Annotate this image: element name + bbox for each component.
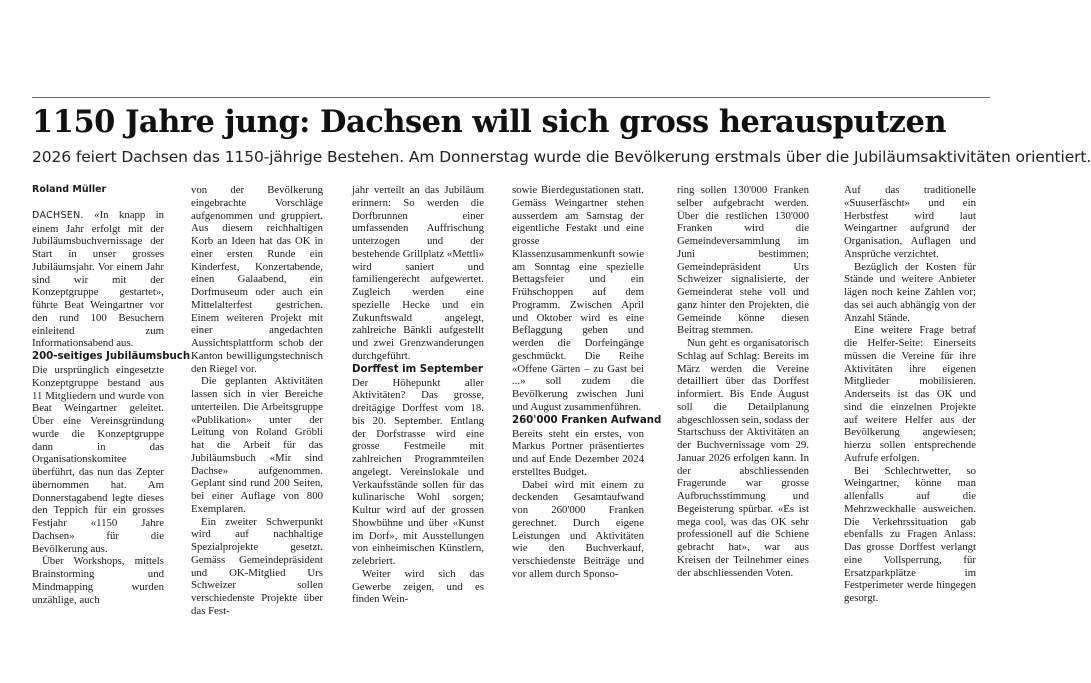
paragraph bbox=[512, 184, 644, 414]
section-heading: 200-seitiges Jubiläumsbuch bbox=[32, 351, 191, 362]
column-body bbox=[191, 184, 323, 618]
article-column-5 bbox=[677, 184, 809, 594]
column-body bbox=[352, 184, 484, 606]
top-rule bbox=[32, 97, 990, 98]
paragraph-text: von der Bevölkerung eingebrachte Vorschläge aufgenommen und gruppiert. Aus diesem reichhaltigen Korb an Ideen hat das OK in einer ersten Runde ein Kinderfest, Konzertabende, einen Galaabend, ein Dorfmuseum oder auch ein Mittelalterfest gestrichen. Einem weiteren Projekt mit einer angedachten Aussichtsplattform schob der Kanton bewilligungstechnisch den Riegel vor. bbox=[191, 184, 323, 375]
paragraph-text: Die ursprünglich eingesetzte Konzeptgruppe bestand aus 11 Mitgliedern und wurde von Beat Weingartner geleitet. Über eine Vereinsgründung wurde die Konzeptgruppe dann in das Organisationskomitee überführt, das nun das Zepter übernommen hat. Am Donnerstagabend legte dieses den Teppich für ein grosses Festjahr «1150 Jahre Dachsen» für die Bevölkerung aus. bbox=[32, 364, 164, 555]
paragraph bbox=[352, 184, 484, 363]
paragraph-text: Weiter wird sich das Gewerbe zeigen, und es finden Wein- bbox=[352, 567, 484, 606]
paragraph bbox=[32, 555, 164, 606]
paragraph bbox=[32, 364, 164, 555]
article-column-6 bbox=[844, 184, 976, 604]
column-body bbox=[512, 184, 662, 581]
paragraph-text: Ein zweiter Schwerpunkt wird auf nachhaltige Spezialprojekte gesetzt. Gemäss Gemeindepräsident und OK-Mitglied Urs Schweizer sollen verschiedenste Projekte über das Fest- bbox=[191, 515, 323, 617]
column-body bbox=[844, 184, 976, 605]
paragraph-text: ring sollen 130'000 Franken selber aufgebracht werden. Über die restlichen 130'000 Franken wird die Gemeindeversammlung im Juni bestimmen; Gemeindepräsident Urs Schweizer signalisierte, der Gemeinderat stehe voll und ganz hinter den Projekten, die Gemeinde könne diesen Beitrag stemmen. bbox=[677, 184, 809, 337]
paragraph bbox=[512, 428, 644, 479]
headline: 1150 Jahre jung: Dachsen will sich gross herausputzen bbox=[32, 104, 947, 140]
dateline: DACHSEN. bbox=[32, 209, 84, 221]
paragraph bbox=[191, 184, 323, 375]
section-heading: 260'000 Franken Aufwand bbox=[512, 414, 662, 426]
column-body bbox=[32, 208, 191, 607]
article-column-3 bbox=[352, 184, 484, 606]
paragraph bbox=[191, 516, 323, 618]
paragraph bbox=[844, 261, 976, 325]
paragraph-text: Nun geht es organisatorisch Schlag auf Schlag: Bereits im März werden die Vereine detailliert über das Dorffest informiert. Bis Ende August soll die Detailplanung abgeschlossen sein, sodass der Startschuss der Aktivitäten an der Buchvernissage vom 29. Januar 2026 erfolgen kann. In der abschliessenden Fragerunde war grosse Aufbruchsstimmung und Begeisterung spürbar. «Es ist mega cool, was das OK sehr professionell auf die Schiene gebracht hat», war aus Kreisen der Teilnehmer eines der abschliessenden Voten. bbox=[677, 337, 809, 579]
paragraph-text: jahr verteilt an das Jubiläum erinnern: So werden die Dorfbrunnen einer umfassenden Auffrischung unterzogen und der bestehende Grillplatz «Mettli» wird saniert und familiengerecht aufgewertet. Zugleich werden eine spezielle Hecke und ein Zukunftswald angelegt, zahlreiche Bänkli aufgestellt und zwei Grenzwanderungen durchgeführt. bbox=[352, 184, 484, 362]
paragraph-text: Bezüglich der Kosten für Stände und weitere Anbieter lägen noch keine Zahlen vor; das sei auch abhängig von der Anzahl Stände. bbox=[844, 260, 976, 324]
paragraph bbox=[191, 375, 323, 515]
author-byline: Roland Müller bbox=[32, 184, 107, 195]
paragraph-text: Bei Schlechtwetter, so Weingartner, könne man allenfalls auf die Mehrzweckhalle ausweichen. Die Verkehrssituation gab ebenfalls zu Fragen Anlass: Das grosse Dorffest verlangt eine Vollsperrung, für Ersatzparkplätze im Festperimeter werde hingegen gesorgt. bbox=[844, 464, 976, 604]
column-body bbox=[677, 184, 809, 579]
paragraph-text: Dabei wird mit einem zu deckenden Gesamtaufwand von 260'000 Franken gerechnet. Durch eigene Leistungen und Aktivitäten wie den Buchverkauf, verschiedenste Beiträge und vor allem durch Sponso- bbox=[512, 478, 644, 580]
paragraph bbox=[677, 184, 809, 337]
paragraph-text: Auf das traditionelle «Suuserfäscht» und ein Herbstfest wird laut Weingartner aufgrund der Organisation, Auflagen und Ansprüche verzichtet. bbox=[844, 184, 976, 260]
paragraph bbox=[352, 568, 484, 606]
paragraph-text: Der Höhepunkt aller Aktivitäten? Das grosse, dreitägige Dorffest vom 18. bis 20. September. Entlang der Dorfstrasse wird eine grosse Festmeile mit zahlreichen Programmteilen angelegt. Vereinslokale und Verkaufsstände sollen für das kulinarische Wohl sorgen; Kultur wird auf der grossen Showbühne und über «Kunst im Dorf», mit Ausstellungen von einheimischen Künstlern, zelebriert. bbox=[352, 376, 484, 567]
subheadline: 2026 feiert Dachsen das 1150-jährige Bestehen. Am Donnerstag wurde die Bevölkerung erstmals über die Jubiläumsaktivitäten orientiert. bbox=[32, 148, 1091, 166]
paragraph bbox=[32, 209, 164, 350]
paragraph bbox=[352, 377, 484, 568]
article-column-4 bbox=[512, 184, 662, 594]
article-column-2 bbox=[191, 184, 323, 617]
paragraph bbox=[512, 479, 644, 581]
paragraph-text: Die geplanten Aktivitäten lassen sich in vier Bereiche unterteilen. Die Arbeitsgruppe «Publikation» unter der Leitung von Roland Gröbli hat die Arbeit für das Jubiläumsbuch «Mir sind Dachse» aufgenommen. Geplant sind rund 200 Seiten, bei einer Auflage von 800 Exemplaren. bbox=[191, 375, 323, 515]
paragraph bbox=[844, 324, 976, 464]
paragraph-text: «In knapp in einem Jahr erfolgt mit der Jubiläumsbuchvernissage der Start in unser grosses Jubiläumsjahr. Vor einem Jahr sind wir mit der Konzeptgruppe gestartet», führte Beat Weingartner vor den rund 100 Besuchern einleitend zum Informationsabend aus. bbox=[32, 208, 165, 350]
section-heading: Dorffest im September bbox=[352, 363, 483, 375]
paragraph-text: Eine weitere Frage betraf die Helfer-Seite: Einerseits müssen die Vereine für ihre Aktivitäten ihre eigenen Mitglieder mobilisieren. Anderseits ist das OK und sind die einzelnen Projekte auf weitere Helfer aus der Bevölkerung angewiesen; hierzu sollen entsprechende Aufrufe erfolgen. bbox=[844, 324, 976, 464]
paragraph bbox=[844, 465, 976, 605]
paragraph-text: Über Workshops, mittels Brainstorming und Mindmapping wurden unzählige, auch bbox=[32, 555, 164, 606]
paragraph bbox=[677, 337, 809, 579]
article-column-1 bbox=[32, 184, 191, 606]
paragraph bbox=[844, 184, 976, 261]
paragraph-text: Bereits steht ein erstes, von Markus Portner präsentiertes und auf Ende Dezember 2024 erstelltes Budget. bbox=[512, 427, 644, 478]
paragraph-text: sowie Bierdegustationen statt. Gemäss Weingartner stehen ausserdem am Samstag der eigentliche Festakt und eine grosse Klassenzusammenkunft sowie am Sonntag eine spezielle Bettagsfeier und ein Frühschoppen auf dem Programm. Zwischen April und Oktober wird es eine Beflaggung geben und werden die Dorfeingänge geschmückt. Die Reihe «Offene Gärten – zu Gast bei ...» soll zudem die Bevölkerung zwischen Juni und August zusammenführen. bbox=[512, 184, 644, 413]
